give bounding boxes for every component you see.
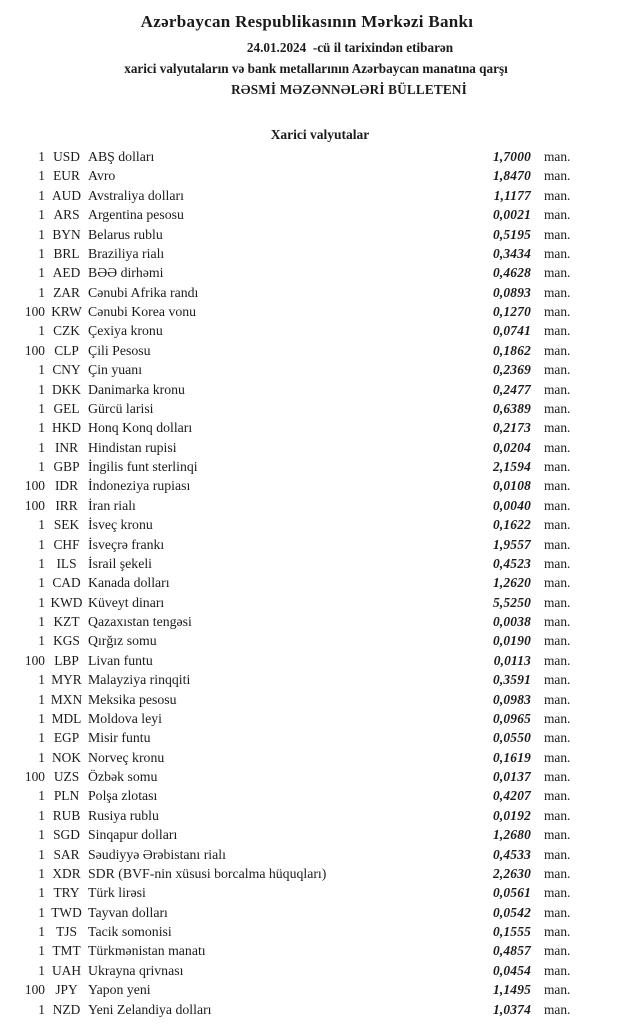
currency-row <box>0 166 620 185</box>
currency-row <box>0 186 620 205</box>
currency-rate: 1,1495 <box>492 982 531 998</box>
currency-unit-label: man. <box>544 691 571 707</box>
currency-row <box>0 786 620 805</box>
currency-unit-label: man. <box>544 788 571 804</box>
currency-quantity: 1 <box>38 788 45 804</box>
currency-code: KGS <box>53 633 80 649</box>
currency-name: Belarus rublu <box>88 226 163 242</box>
currency-row <box>0 418 620 437</box>
currency-rate: 0,0454 <box>492 962 531 978</box>
currency-code: UAH <box>51 962 81 978</box>
currency-rate: 1,0374 <box>492 1001 531 1017</box>
currency-rate: 5,5250 <box>492 594 531 610</box>
currency-quantity: 100 <box>24 769 45 784</box>
currency-code: IRR <box>55 497 78 513</box>
currency-row <box>0 806 620 825</box>
currency-name: Misir funtu <box>88 730 151 746</box>
currency-row <box>0 709 620 728</box>
currency-code: ARS <box>53 207 80 223</box>
currency-quantity: 1 <box>38 149 45 164</box>
currency-quantity: 1 <box>38 265 45 281</box>
currency-row <box>0 864 620 883</box>
currency-name: Moldova leyi <box>88 710 162 726</box>
currency-unit-label: man. <box>544 342 571 358</box>
currency-row <box>0 728 620 747</box>
currency-unit-label: man. <box>544 439 571 455</box>
currency-quantity: 1 <box>38 1001 45 1017</box>
currency-unit-label: man. <box>544 400 571 416</box>
currency-quantity: 1 <box>38 187 45 203</box>
currency-name: Çexiya kronu <box>88 323 163 339</box>
currency-quantity: 1 <box>38 827 45 843</box>
currency-code: LBP <box>54 652 79 668</box>
currency-rate: 0,4857 <box>492 943 531 959</box>
currency-name: Rusiya rublu <box>88 807 159 823</box>
currency-row <box>0 535 620 554</box>
currency-name: BƏƏ dirhəmi <box>88 265 164 281</box>
currency-rate: 1,7000 <box>492 149 531 164</box>
currency-row <box>0 147 620 166</box>
currency-unit-label: man. <box>544 187 571 203</box>
currency-unit-label: man. <box>544 459 571 474</box>
currency-rate: 0,2477 <box>492 381 531 397</box>
currency-row <box>0 631 620 650</box>
currency-row <box>0 380 620 399</box>
currency-name: Norveç kronu <box>88 749 165 765</box>
currency-quantity: 1 <box>38 323 45 339</box>
currency-rate: 0,0965 <box>492 710 531 726</box>
currency-name: Səudiyyə Ərəbistanı rialı <box>88 846 226 862</box>
currency-code: BRL <box>53 245 80 261</box>
currency-name: Danimarka kronu <box>88 381 185 397</box>
currency-code: TRY <box>53 885 80 901</box>
currency-quantity: 1 <box>38 400 45 416</box>
currency-name: Cənubi Korea vonu <box>88 304 197 319</box>
subtitle-line: xarici valyutaların və bank metallarının Azərbaycan manatına qarşı <box>124 61 508 76</box>
currency-name: Küveyt dinarı <box>88 594 165 610</box>
currency-row <box>0 302 620 321</box>
currency-quantity: 1 <box>38 168 45 184</box>
currency-code: TJS <box>56 924 77 939</box>
currency-quantity: 1 <box>38 691 45 707</box>
currency-rate: 0,3591 <box>492 672 531 688</box>
currency-code: ZAR <box>53 284 80 300</box>
currency-quantity: 1 <box>38 614 45 629</box>
currency-quantity: 1 <box>38 207 45 223</box>
currency-unit-label: man. <box>544 381 571 397</box>
currency-row <box>0 1000 620 1019</box>
currency-code: UZS <box>53 769 80 784</box>
currency-name: Çin yuanı <box>88 362 143 378</box>
currency-rate: 0,0561 <box>492 885 531 901</box>
currency-quantity: 1 <box>38 536 45 552</box>
currency-unit-label: man. <box>544 924 571 939</box>
currency-unit-label: man. <box>544 807 571 823</box>
currency-row <box>0 283 620 302</box>
currency-rate: 0,1862 <box>492 342 531 358</box>
currency-rate: 0,2369 <box>492 362 531 378</box>
currency-code: RUB <box>52 807 81 823</box>
currency-code: TMT <box>52 943 81 959</box>
currency-unit-label: man. <box>544 517 571 533</box>
currency-rate: 0,0040 <box>492 497 531 513</box>
currency-quantity: 1 <box>38 362 45 378</box>
currency-quantity: 1 <box>38 439 45 455</box>
currency-row <box>0 496 620 515</box>
currency-quantity: 1 <box>38 885 45 901</box>
currency-unit-label: man. <box>544 769 571 784</box>
currency-rate: 0,0542 <box>492 904 531 920</box>
currency-quantity: 1 <box>38 575 45 591</box>
currency-name: Tacik somonisi <box>88 924 172 939</box>
currency-name: Yeni Zelandiya dolları <box>88 1001 212 1017</box>
currency-rate: 1,2620 <box>492 575 531 591</box>
currency-unit-label: man. <box>544 575 571 591</box>
currency-name: Gürcü larisi <box>88 400 154 416</box>
currency-code: INR <box>54 439 79 455</box>
currency-row <box>0 457 620 476</box>
currency-row <box>0 593 620 612</box>
currency-name: İsveçrə frankı <box>88 536 165 552</box>
currency-code: IDR <box>54 478 79 494</box>
currency-rate: 0,3434 <box>492 245 531 261</box>
currency-rate: 2,2630 <box>492 865 531 881</box>
currency-quantity: 1 <box>38 226 45 242</box>
currency-rate: 0,0137 <box>492 769 531 784</box>
currency-code: SEK <box>53 517 80 533</box>
currency-row <box>0 399 620 418</box>
currency-unit-label: man. <box>544 420 571 436</box>
currency-row <box>0 438 620 457</box>
currency-unit-label: man. <box>544 149 571 164</box>
currency-name: Özbək somu <box>88 769 158 784</box>
currency-code: KZT <box>53 614 80 629</box>
section-title-foreign-currencies: Xarici valyutalar <box>270 127 370 142</box>
currency-row <box>0 263 620 282</box>
currency-code: MXN <box>50 691 83 707</box>
currency-code: USD <box>53 149 80 164</box>
currency-code: CNY <box>52 362 81 378</box>
currency-code: NOK <box>51 749 81 765</box>
currency-code: TWD <box>51 904 82 920</box>
currency-name: İsrail şekeli <box>88 555 152 571</box>
currency-row <box>0 690 620 709</box>
currency-unit-label: man. <box>544 323 571 339</box>
currency-row <box>0 341 620 360</box>
currency-code: KRW <box>51 304 82 319</box>
currency-name: Avstraliya dolları <box>88 187 184 203</box>
currency-rate: 0,1555 <box>492 924 531 939</box>
currency-unit-label: man. <box>544 885 571 901</box>
currency-name: ABŞ dolları <box>88 149 155 164</box>
currency-unit-label: man. <box>544 943 571 959</box>
currency-code: EUR <box>53 168 80 184</box>
currency-code: AED <box>52 265 81 281</box>
currency-unit-label: man. <box>544 245 571 261</box>
currency-code: GEL <box>53 400 80 416</box>
currency-row <box>0 961 620 980</box>
currency-quantity: 1 <box>38 904 45 920</box>
currency-row <box>0 612 620 631</box>
currency-name: İran rialı <box>88 497 136 513</box>
currency-quantity: 100 <box>24 497 45 513</box>
currency-rate: 0,0204 <box>492 439 531 455</box>
currency-quantity: 1 <box>38 633 45 649</box>
currency-rate: 0,0741 <box>492 323 531 339</box>
currency-unit-label: man. <box>544 594 571 610</box>
currency-row <box>0 573 620 592</box>
currency-quantity: 100 <box>24 982 45 998</box>
currency-row <box>0 825 620 844</box>
currency-quantity: 1 <box>38 420 45 436</box>
currency-rate: 0,4533 <box>492 846 531 862</box>
currency-rate: 0,2173 <box>492 420 531 436</box>
currency-unit-label: man. <box>544 982 571 998</box>
currency-name: İsveç kronu <box>88 517 153 533</box>
currency-name: Braziliya rialı <box>88 245 165 261</box>
currency-name: Qazaxıstan tengəsi <box>88 614 192 629</box>
currency-code: CAD <box>52 575 81 591</box>
currency-rate: 0,0113 <box>493 652 531 668</box>
currency-code: CHF <box>53 536 80 552</box>
currency-rate: 0,6389 <box>492 400 531 416</box>
currency-rate: 0,4207 <box>492 788 531 804</box>
currency-rate: 2,1594 <box>492 459 531 474</box>
currency-code: AUD <box>51 187 81 203</box>
currency-quantity: 1 <box>38 594 45 610</box>
currency-quantity: 1 <box>38 459 45 474</box>
currency-row <box>0 903 620 922</box>
currency-name: Avro <box>88 168 116 184</box>
currency-unit-label: man. <box>544 555 571 571</box>
currency-rate: 0,1270 <box>492 304 531 319</box>
currency-code: JPY <box>55 982 78 998</box>
currency-quantity: 1 <box>38 924 45 939</box>
currency-unit-label: man. <box>544 168 571 184</box>
currency-unit-label: man. <box>544 362 571 378</box>
currency-unit-label: man. <box>544 710 571 726</box>
currency-unit-label: man. <box>544 284 571 300</box>
currency-code: KWD <box>50 594 83 610</box>
currency-unit-label: man. <box>544 730 571 746</box>
currency-code: MYR <box>51 672 82 688</box>
currency-name: Hindistan rupisi <box>88 439 177 455</box>
currency-code: SAR <box>53 846 80 862</box>
currency-rate: 0,0550 <box>492 730 531 746</box>
effective-date-line: 24.01.2024 -cü il tarixindən etibarən <box>246 40 454 55</box>
currency-name: Meksika pesosu <box>88 691 177 707</box>
currency-quantity: 1 <box>38 865 45 881</box>
currency-name: İndoneziya rupiası <box>88 478 191 494</box>
currency-quantity: 1 <box>38 749 45 765</box>
currency-row <box>0 767 620 786</box>
currency-quantity: 1 <box>38 846 45 862</box>
currency-rate: 1,1177 <box>493 187 531 203</box>
currency-code: MDL <box>51 710 82 726</box>
currency-name: Qırğız somu <box>88 633 157 649</box>
currency-quantity: 1 <box>38 555 45 571</box>
currency-unit-label: man. <box>544 614 571 629</box>
currency-code: EGP <box>53 730 80 746</box>
currency-code: BYN <box>52 226 81 242</box>
currency-name: Yapon yeni <box>88 982 151 998</box>
currency-quantity: 1 <box>38 245 45 261</box>
currency-unit-label: man. <box>544 827 571 843</box>
bulletin-title: RƏSMİ MƏZƏNNƏLƏRİ BÜLLETENİ <box>231 82 467 97</box>
currency-code: NZD <box>52 1001 81 1017</box>
currency-name: İngilis funt sterlinqi <box>88 459 198 474</box>
currency-unit-label: man. <box>544 652 571 668</box>
currency-rate: 0,0192 <box>492 807 531 823</box>
currency-row <box>0 225 620 244</box>
currency-name: Kanada dolları <box>88 575 170 591</box>
currency-name: Çili Pesosu <box>88 342 151 358</box>
currency-name: Sinqapur dolları <box>88 827 178 843</box>
currency-quantity: 100 <box>24 652 45 668</box>
currency-row <box>0 554 620 573</box>
currency-row <box>0 515 620 534</box>
currency-unit-label: man. <box>544 749 571 765</box>
currency-rate: 0,0190 <box>492 633 531 649</box>
currency-row <box>0 476 620 495</box>
currency-quantity: 1 <box>38 517 45 533</box>
currency-name: Ukrayna qrivnası <box>88 962 184 978</box>
currency-row <box>0 670 620 689</box>
currency-rate: 1,8470 <box>492 168 531 184</box>
currency-unit-label: man. <box>544 904 571 920</box>
currency-rate: 0,0108 <box>492 478 531 494</box>
currency-quantity: 1 <box>38 730 45 746</box>
currency-name: Livan funtu <box>88 652 153 668</box>
currency-rate: 0,1619 <box>492 749 531 765</box>
currency-rate: 0,4628 <box>492 265 531 281</box>
currency-code: SGD <box>53 827 80 843</box>
currency-unit-label: man. <box>544 265 571 281</box>
currency-name: Tayvan dolları <box>88 904 168 920</box>
currency-unit-label: man. <box>544 497 571 513</box>
currency-name: Malayziya rinqqiti <box>88 672 191 688</box>
currency-unit-label: man. <box>544 226 571 242</box>
currency-rate: 0,0893 <box>492 284 531 300</box>
currency-code: XDR <box>52 865 81 881</box>
currency-quantity: 100 <box>24 342 45 358</box>
currency-unit-label: man. <box>544 672 571 688</box>
currency-rate: 0,1622 <box>492 517 531 533</box>
currency-name: Polşa zlotası <box>88 788 158 804</box>
currency-quantity: 1 <box>38 962 45 978</box>
currency-rate: 0,4523 <box>492 555 531 571</box>
currency-rate: 0,0983 <box>492 691 531 707</box>
currency-row <box>0 651 620 670</box>
currency-row <box>0 748 620 767</box>
currency-unit-label: man. <box>544 633 571 649</box>
currency-row <box>0 883 620 902</box>
currency-quantity: 1 <box>38 672 45 688</box>
currency-quantity: 1 <box>38 807 45 823</box>
currency-unit-label: man. <box>544 304 571 319</box>
currency-row <box>0 941 620 960</box>
currency-rate: 1,9557 <box>492 536 531 552</box>
currency-row <box>0 922 620 941</box>
currency-name: SDR (BVF-nin xüsusi borcalma hüquqları) <box>88 865 327 881</box>
currency-unit-label: man. <box>544 846 571 862</box>
currency-quantity: 1 <box>38 284 45 300</box>
currency-unit-label: man. <box>544 536 571 552</box>
currency-code: ILS <box>56 555 77 571</box>
currency-quantity: 100 <box>24 304 45 319</box>
currency-row <box>0 845 620 864</box>
currency-row <box>0 205 620 224</box>
currency-quantity: 1 <box>38 381 45 397</box>
currency-quantity: 100 <box>24 478 45 494</box>
currency-code: HKD <box>51 420 81 436</box>
currency-rate: 0,5195 <box>492 226 531 242</box>
currency-rate: 0,0021 <box>492 207 531 223</box>
currency-code: CLP <box>54 342 79 358</box>
currency-unit-label: man. <box>544 962 571 978</box>
currency-unit-label: man. <box>544 478 571 494</box>
currency-code: PLN <box>53 788 80 804</box>
currency-name: Cənubi Afrika randı <box>88 284 199 300</box>
currency-quantity: 1 <box>38 710 45 726</box>
currency-row <box>0 360 620 379</box>
currency-row <box>0 321 620 340</box>
exchange-rates-table <box>0 147 620 1019</box>
currency-name: Honq Konq dolları <box>88 420 193 436</box>
currency-name: Türk lirəsi <box>88 885 146 901</box>
bank-title: Azərbaycan Respublikasının Mərkəzi Bankı <box>140 12 474 31</box>
currency-quantity: 1 <box>38 943 45 959</box>
currency-code: CZK <box>53 323 80 339</box>
currency-row <box>0 980 620 999</box>
currency-unit-label: man. <box>544 1001 571 1017</box>
currency-unit-label: man. <box>544 865 571 881</box>
currency-rate: 1,2680 <box>492 827 531 843</box>
currency-name: Türkmənistan manatı <box>88 943 206 959</box>
currency-rate: 0,0038 <box>492 614 531 629</box>
currency-code: GBP <box>53 459 80 474</box>
currency-code: DKK <box>51 381 81 397</box>
currency-unit-label: man. <box>544 207 571 223</box>
currency-row <box>0 244 620 263</box>
currency-name: Argentina pesosu <box>88 207 184 223</box>
